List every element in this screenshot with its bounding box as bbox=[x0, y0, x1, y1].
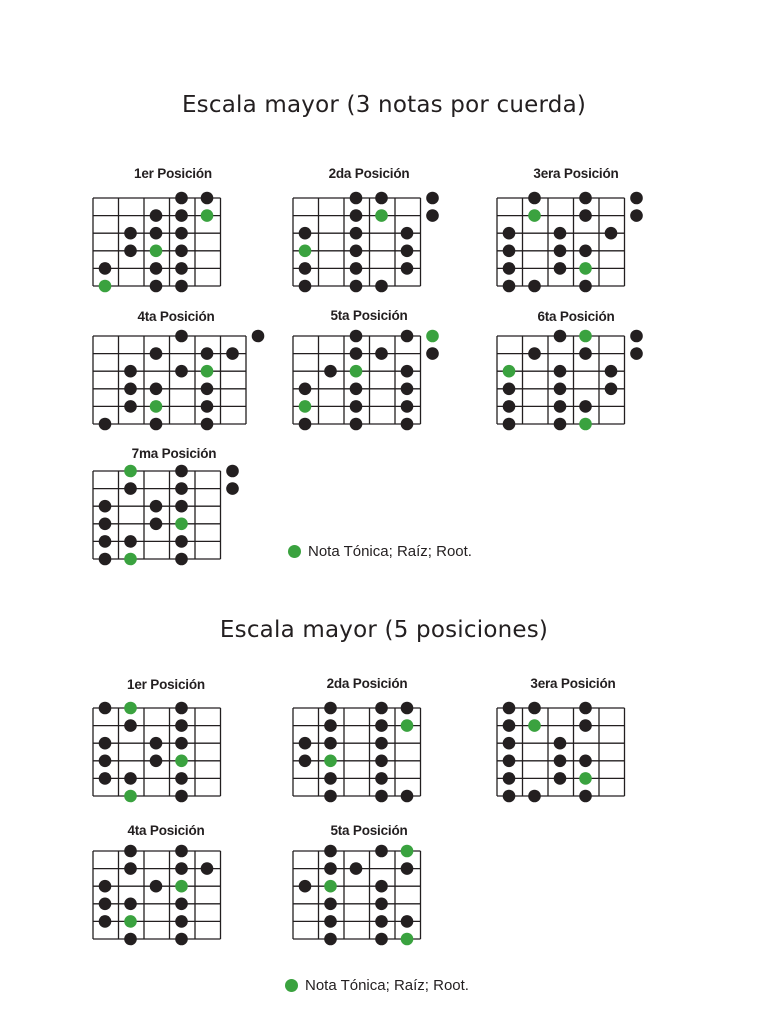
note-dot bbox=[99, 553, 112, 566]
note-dot bbox=[299, 383, 312, 396]
note-dot bbox=[579, 192, 592, 205]
note-dot bbox=[503, 737, 516, 750]
note-dot bbox=[324, 719, 337, 732]
note-dot bbox=[175, 330, 188, 343]
root-note-dot bbox=[175, 880, 188, 893]
note-dot bbox=[99, 702, 112, 715]
root-note-dot bbox=[401, 933, 414, 946]
fretboard-5pos-1 bbox=[92, 707, 223, 797]
note-dot bbox=[401, 702, 414, 715]
note-dot bbox=[175, 192, 188, 205]
root-note-dot bbox=[99, 280, 112, 293]
note-dot bbox=[528, 790, 541, 803]
note-dot bbox=[554, 227, 567, 240]
root-note-dot bbox=[426, 330, 439, 343]
note-dot bbox=[175, 245, 188, 258]
root-note-dot bbox=[579, 330, 592, 343]
note-dot bbox=[401, 862, 414, 875]
note-dot bbox=[503, 280, 516, 293]
note-dot bbox=[99, 880, 112, 893]
note-dot bbox=[124, 933, 137, 946]
note-dot bbox=[503, 227, 516, 240]
note-dot bbox=[528, 280, 541, 293]
root-note-dot bbox=[401, 845, 414, 858]
root-note-dot bbox=[528, 209, 541, 222]
note-dot bbox=[630, 192, 643, 205]
note-dot bbox=[350, 192, 363, 205]
note-dot bbox=[124, 365, 137, 378]
note-dot bbox=[528, 192, 541, 205]
diagram-title: 5ta Posición bbox=[330, 823, 408, 838]
note-dot bbox=[175, 845, 188, 858]
note-dot bbox=[324, 915, 337, 928]
note-dot bbox=[299, 262, 312, 275]
fretboard-3nps-6 bbox=[496, 335, 627, 425]
note-dot bbox=[175, 933, 188, 946]
root-note-dot bbox=[124, 553, 137, 566]
fretboard-3nps-5 bbox=[292, 335, 423, 425]
note-dot bbox=[426, 209, 439, 222]
root-note-dot bbox=[350, 365, 363, 378]
note-dot bbox=[375, 898, 388, 911]
note-dot bbox=[299, 755, 312, 768]
note-dot bbox=[124, 772, 137, 785]
note-dot bbox=[150, 500, 163, 513]
note-dot bbox=[201, 383, 214, 396]
note-dot bbox=[350, 400, 363, 413]
note-dot bbox=[299, 880, 312, 893]
note-dot bbox=[401, 400, 414, 413]
note-dot bbox=[350, 245, 363, 258]
note-dot bbox=[201, 400, 214, 413]
note-dot bbox=[579, 280, 592, 293]
diagram-title: 4ta Posición bbox=[127, 823, 205, 838]
note-dot bbox=[324, 772, 337, 785]
note-dot bbox=[201, 418, 214, 431]
note-dot bbox=[99, 898, 112, 911]
note-dot bbox=[150, 227, 163, 240]
note-dot bbox=[503, 400, 516, 413]
diagram-title: 5ta Posición bbox=[330, 308, 408, 323]
note-dot bbox=[503, 790, 516, 803]
note-dot bbox=[579, 755, 592, 768]
note-dot bbox=[150, 737, 163, 750]
note-dot bbox=[503, 245, 516, 258]
note-dot bbox=[350, 209, 363, 222]
note-dot bbox=[226, 465, 239, 478]
note-dot bbox=[375, 347, 388, 360]
note-dot bbox=[175, 209, 188, 222]
note-dot bbox=[350, 347, 363, 360]
diagram-title: 3era Posición bbox=[530, 676, 616, 691]
note-dot bbox=[175, 702, 188, 715]
root-note-dot bbox=[579, 418, 592, 431]
note-dot bbox=[324, 862, 337, 875]
root-note-dot bbox=[175, 518, 188, 531]
root-note-dot bbox=[124, 465, 137, 478]
note-dot bbox=[375, 719, 388, 732]
diagram-title: 1er Posición bbox=[134, 166, 212, 181]
fret-grid bbox=[93, 471, 221, 559]
note-dot bbox=[401, 790, 414, 803]
note-dot bbox=[554, 383, 567, 396]
note-dot bbox=[554, 400, 567, 413]
note-dot bbox=[554, 772, 567, 785]
diagram-title: 3era Posición bbox=[533, 166, 619, 181]
note-dot bbox=[99, 500, 112, 513]
note-dot bbox=[99, 418, 112, 431]
note-dot bbox=[579, 790, 592, 803]
note-dot bbox=[324, 898, 337, 911]
legend bbox=[288, 543, 472, 560]
note-dot bbox=[426, 192, 439, 205]
legend bbox=[285, 977, 469, 994]
fretboard-3nps-4 bbox=[92, 335, 248, 425]
root-note-dot bbox=[579, 772, 592, 785]
note-dot bbox=[299, 280, 312, 293]
legend-label: Nota Tónica; Raíz; Root. bbox=[308, 543, 472, 560]
note-dot bbox=[201, 862, 214, 875]
note-dot bbox=[175, 280, 188, 293]
fretboard-3nps-7 bbox=[92, 470, 223, 560]
note-dot bbox=[175, 719, 188, 732]
note-dot bbox=[579, 245, 592, 258]
note-dot bbox=[124, 383, 137, 396]
note-dot bbox=[99, 772, 112, 785]
fretboard-5pos-3 bbox=[496, 707, 627, 797]
note-dot bbox=[503, 719, 516, 732]
note-dot bbox=[375, 915, 388, 928]
root-note-dot bbox=[299, 245, 312, 258]
note-dot bbox=[175, 465, 188, 478]
fretboard-3nps-2 bbox=[292, 197, 423, 287]
note-dot bbox=[99, 737, 112, 750]
note-dot bbox=[175, 862, 188, 875]
fretboard-5pos-2 bbox=[292, 707, 423, 797]
note-dot bbox=[175, 790, 188, 803]
note-dot bbox=[299, 418, 312, 431]
note-dot bbox=[150, 755, 163, 768]
note-dot bbox=[252, 330, 265, 343]
note-dot bbox=[124, 535, 137, 548]
note-dot bbox=[605, 227, 618, 240]
note-dot bbox=[175, 898, 188, 911]
note-dot bbox=[401, 365, 414, 378]
note-dot bbox=[124, 719, 137, 732]
root-note-dot bbox=[175, 755, 188, 768]
note-dot bbox=[324, 365, 337, 378]
fretboard-5pos-5 bbox=[292, 850, 423, 940]
fret-grid bbox=[93, 336, 246, 424]
root-note-dot bbox=[324, 880, 337, 893]
note-dot bbox=[99, 755, 112, 768]
note-dot bbox=[226, 347, 239, 360]
note-dot bbox=[150, 518, 163, 531]
diagram-title: 1er Posición bbox=[127, 677, 205, 692]
root-dot-icon bbox=[288, 545, 301, 558]
note-dot bbox=[150, 347, 163, 360]
note-dot bbox=[124, 227, 137, 240]
note-dot bbox=[426, 347, 439, 360]
root-note-dot bbox=[150, 400, 163, 413]
legend-label: Nota Tónica; Raíz; Root. bbox=[305, 977, 469, 994]
note-dot bbox=[299, 737, 312, 750]
note-dot bbox=[175, 737, 188, 750]
note-dot bbox=[503, 702, 516, 715]
note-dot bbox=[99, 915, 112, 928]
root-note-dot bbox=[375, 209, 388, 222]
fret-grid bbox=[93, 708, 221, 796]
root-dot-icon bbox=[285, 979, 298, 992]
note-dot bbox=[324, 933, 337, 946]
note-dot bbox=[503, 755, 516, 768]
note-dot bbox=[150, 418, 163, 431]
note-dot bbox=[605, 365, 618, 378]
note-dot bbox=[528, 702, 541, 715]
note-dot bbox=[150, 383, 163, 396]
note-dot bbox=[324, 790, 337, 803]
note-dot bbox=[350, 280, 363, 293]
note-dot bbox=[503, 772, 516, 785]
note-dot bbox=[375, 755, 388, 768]
note-dot bbox=[579, 209, 592, 222]
note-dot bbox=[375, 702, 388, 715]
note-dot bbox=[99, 518, 112, 531]
note-dot bbox=[350, 862, 363, 875]
note-dot bbox=[201, 347, 214, 360]
fretboard-3nps-1 bbox=[92, 197, 223, 287]
section-title-3nps: Escala mayor (3 notas por cuerda) bbox=[181, 92, 587, 118]
note-dot bbox=[375, 933, 388, 946]
note-dot bbox=[630, 209, 643, 222]
note-dot bbox=[630, 347, 643, 360]
diagram-title: 2da Posición bbox=[326, 676, 408, 691]
note-dot bbox=[299, 227, 312, 240]
note-dot bbox=[175, 535, 188, 548]
diagram-title: 4ta Posición bbox=[137, 309, 215, 324]
note-dot bbox=[401, 915, 414, 928]
note-dot bbox=[554, 755, 567, 768]
root-note-dot bbox=[150, 245, 163, 258]
note-dot bbox=[175, 227, 188, 240]
note-dot bbox=[375, 772, 388, 785]
root-note-dot bbox=[124, 702, 137, 715]
diagram-title: 7ma Posición bbox=[131, 446, 217, 461]
note-dot bbox=[401, 418, 414, 431]
note-dot bbox=[375, 192, 388, 205]
note-dot bbox=[401, 330, 414, 343]
root-note-dot bbox=[528, 719, 541, 732]
note-dot bbox=[554, 418, 567, 431]
note-dot bbox=[503, 383, 516, 396]
note-dot bbox=[150, 280, 163, 293]
note-dot bbox=[375, 280, 388, 293]
note-dot bbox=[175, 500, 188, 513]
note-dot bbox=[175, 262, 188, 275]
note-dot bbox=[175, 365, 188, 378]
note-dot bbox=[630, 330, 643, 343]
note-dot bbox=[554, 737, 567, 750]
root-note-dot bbox=[579, 262, 592, 275]
fret-grid bbox=[293, 708, 421, 796]
root-note-dot bbox=[201, 365, 214, 378]
note-dot bbox=[150, 262, 163, 275]
note-dot bbox=[124, 482, 137, 495]
section-title-5pos: Escala mayor (5 posiciones) bbox=[219, 617, 549, 643]
diagram-title: 2da Posición bbox=[328, 166, 410, 181]
note-dot bbox=[579, 400, 592, 413]
note-dot bbox=[150, 880, 163, 893]
note-dot bbox=[150, 209, 163, 222]
note-dot bbox=[175, 772, 188, 785]
note-dot bbox=[226, 482, 239, 495]
note-dot bbox=[375, 790, 388, 803]
note-dot bbox=[554, 330, 567, 343]
root-note-dot bbox=[324, 755, 337, 768]
note-dot bbox=[201, 192, 214, 205]
note-dot bbox=[350, 227, 363, 240]
note-dot bbox=[554, 262, 567, 275]
note-dot bbox=[554, 365, 567, 378]
note-dot bbox=[324, 702, 337, 715]
root-note-dot bbox=[124, 790, 137, 803]
note-dot bbox=[350, 418, 363, 431]
note-dot bbox=[99, 535, 112, 548]
root-note-dot bbox=[503, 365, 516, 378]
note-dot bbox=[375, 845, 388, 858]
fretboard-5pos-4 bbox=[92, 850, 223, 940]
note-dot bbox=[554, 245, 567, 258]
diagram-title: 6ta Posición bbox=[537, 309, 615, 324]
note-dot bbox=[124, 400, 137, 413]
note-dot bbox=[401, 245, 414, 258]
note-dot bbox=[124, 862, 137, 875]
note-dot bbox=[605, 383, 618, 396]
root-note-dot bbox=[201, 209, 214, 222]
note-dot bbox=[350, 330, 363, 343]
root-note-dot bbox=[124, 915, 137, 928]
note-dot bbox=[375, 880, 388, 893]
root-note-dot bbox=[299, 400, 312, 413]
note-dot bbox=[350, 262, 363, 275]
note-dot bbox=[579, 719, 592, 732]
note-dot bbox=[124, 898, 137, 911]
note-dot bbox=[350, 383, 363, 396]
note-dot bbox=[324, 737, 337, 750]
note-dot bbox=[175, 553, 188, 566]
note-dot bbox=[175, 915, 188, 928]
note-dot bbox=[401, 383, 414, 396]
fretboard-3nps-3 bbox=[496, 197, 627, 287]
note-dot bbox=[99, 262, 112, 275]
note-dot bbox=[124, 845, 137, 858]
note-dot bbox=[124, 245, 137, 258]
note-dot bbox=[375, 737, 388, 750]
note-dot bbox=[175, 482, 188, 495]
note-dot bbox=[579, 347, 592, 360]
note-dot bbox=[503, 262, 516, 275]
note-dot bbox=[401, 262, 414, 275]
note-dot bbox=[401, 227, 414, 240]
note-dot bbox=[324, 845, 337, 858]
note-dot bbox=[528, 347, 541, 360]
note-dot bbox=[503, 418, 516, 431]
fret-grid bbox=[93, 851, 221, 939]
root-note-dot bbox=[401, 719, 414, 732]
note-dot bbox=[579, 702, 592, 715]
